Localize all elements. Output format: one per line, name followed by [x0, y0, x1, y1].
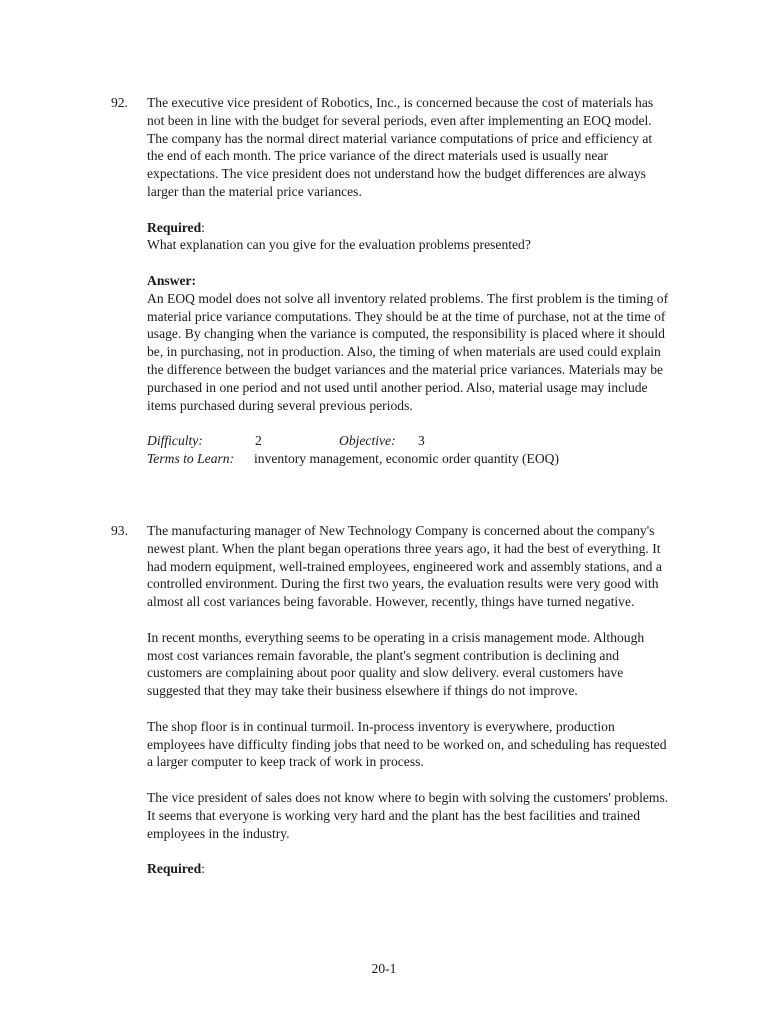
objective-value: 3: [418, 433, 425, 449]
required-colon: :: [201, 861, 205, 877]
question-paragraph: The executive vice president of Robotics, Inc., is concerned because the cost of materials has not been in line with the budget for several periods, even after implementing an EOQ model. The company has the normal direct material variance computations of price and efficiency at the end of each month. The price variance of the direct materials used is usually near expectations. The vice president does not understand how the budget differences are always larger than the material price variances.: [147, 95, 654, 199]
answer-heading: Answer:: [147, 272, 197, 288]
question-body: [147, 522, 671, 878]
terms-row: [147, 450, 671, 468]
question-paragraph: In recent months, everything seems to be operating in a crisis management mode. Although most cost variances remain favorable, the plant's segment contribution is declining and customers are complaining about poor quality and slow delivery. everal customers have suggested that they may take their business elsewhere if things do not improve.: [147, 629, 645, 699]
page-number: 20-1: [371, 961, 397, 976]
question-body: [147, 94, 671, 468]
question-paragraph: The vice president of sales does not know where to begin with solving the customers' problems. It seems that everyone is working very hard and the plant has the best facilities and trained employees in the industry.: [147, 789, 669, 841]
required-label: Required: [147, 861, 202, 877]
question-92: [111, 94, 671, 468]
question-paragraph: The manufacturing manager of New Technology Company is concerned about the company's newest plant. When the plant began operations three years ago, it had the best of everything. It had modern equipment, well-trained employees, engineered work and assembly stations, and a controlled environment. During the first two years, the evaluation results were very good with almost all cost variances being favorable. However, recently, things have turned negative.: [147, 523, 662, 610]
terms-label: Terms to Learn:: [147, 450, 235, 466]
terms-value: inventory management, economic order quantity (EOQ): [254, 450, 560, 466]
difficulty-value: 2: [255, 433, 262, 449]
question-number: 93.: [111, 523, 128, 538]
question-number: 92.: [111, 95, 128, 110]
question-93: [111, 522, 671, 878]
objective-label: Objective:: [339, 433, 396, 449]
answer-text: An EOQ model does not solve all inventory related problems. The first problem is the timing of material price variance computations. They should be at the time of purchase, not at the time of usage. By changing when the variance is computed, the responsibility is placed where it should be, in purchasing, not in production. Also, the timing of when materials are used could explain the difference between the budget variances and the material price variances. Materials may be purchased in one period and not used until another period. Also, material usage may include items purchased during several previous periods.: [147, 290, 669, 413]
required-heading: [147, 219, 671, 237]
required-heading: [147, 860, 671, 878]
difficulty-row: [147, 432, 671, 450]
difficulty-label: Difficulty:: [147, 433, 203, 449]
required-label: Required: [147, 219, 202, 235]
required-text: What explanation can you give for the evaluation problems presented?: [147, 237, 531, 253]
required-colon: :: [201, 219, 205, 235]
question-paragraph: The shop floor is in continual turmoil. In-process inventory is everywhere, production employees have difficulty finding jobs that need to be worked on, and scheduling has requested a larger computer to keep track of work in process.: [147, 718, 667, 770]
